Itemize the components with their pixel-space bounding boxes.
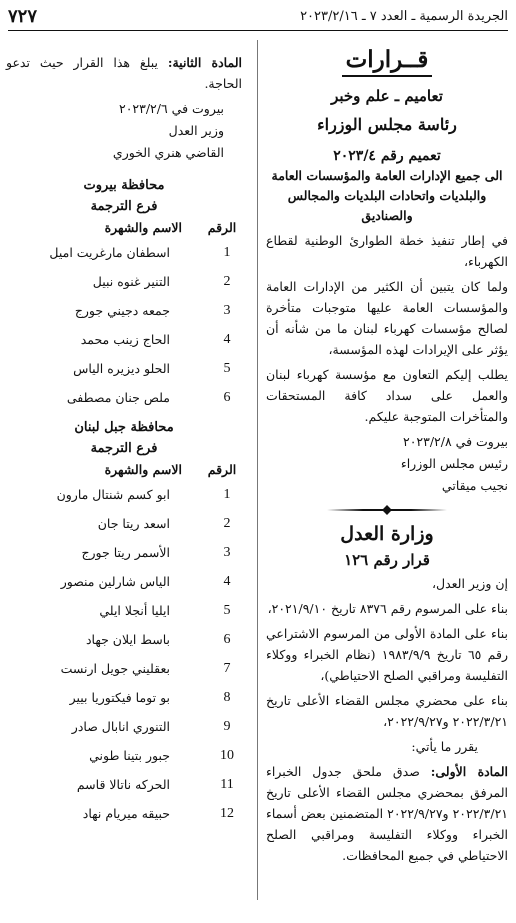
row-no: 10	[220, 748, 234, 763]
decision-intro: إن وزير العدل،	[431, 576, 508, 591]
row-name: الحركه ناتالا قاسم	[76, 777, 170, 792]
row-no: 2	[223, 516, 231, 531]
col-name-header: الاسم والشهرة	[104, 462, 182, 477]
decision-number: قرار رقم ١٢٦	[344, 551, 430, 569]
decision-basis: بناء على المرسوم رقم ٨٣٧٦ تاريخ ٢٠٢١/٩/١٠،	[267, 601, 508, 616]
circular-number: تعميم رقم ٢٠٢٣/٤	[333, 148, 441, 164]
table-row	[6, 598, 242, 627]
article-two	[6, 52, 242, 94]
col-no-header: الرقم	[207, 220, 237, 235]
table-row	[6, 482, 242, 511]
table-row	[6, 685, 242, 714]
table-row	[6, 356, 242, 385]
row-no: 3	[223, 303, 231, 318]
row-name: التنير غنوه نبيل	[92, 274, 170, 289]
row-name: جبور بتينا طوني	[89, 748, 170, 763]
table-row	[6, 385, 242, 414]
circular-addressees	[266, 166, 508, 226]
addressee-line: الى جميع الإدارات العامة والمؤسسات العامة	[271, 168, 503, 183]
decision-signer-title: وزير العدل	[168, 123, 224, 138]
section-subtitle: تعاميم ـ علم وخبر	[331, 87, 443, 105]
table-row	[6, 656, 242, 685]
col-no-header: الرقم	[207, 462, 237, 477]
row-no: 6	[223, 390, 231, 405]
title-underline	[342, 75, 432, 77]
row-no: 12	[220, 806, 234, 821]
row-no: 11	[220, 777, 234, 792]
decision-date: بيروت في ٢٠٢٣/٢/٦	[118, 101, 224, 116]
row-name: بو توما فيكتوريا بيير	[69, 690, 170, 705]
ministry-title: وزارة العدل	[340, 523, 434, 545]
governorate-title: محافظة جبل لبنان	[74, 420, 174, 435]
section-divider	[327, 505, 447, 515]
table-row	[6, 540, 242, 569]
row-name: الحلو ديزيره الياس	[73, 361, 170, 376]
decision-signer-name: القاضي هنري الخوري	[112, 145, 224, 160]
table-row	[6, 801, 242, 830]
article-two-text: يبلغ هذا القرار حيث تدعو الحاجة.	[6, 55, 242, 91]
row-name: جمعه دجيني جورج	[74, 303, 170, 318]
row-name: الياس شارلين منصور	[60, 574, 170, 589]
page-number: ٧٢٧	[8, 6, 38, 27]
table-row	[6, 511, 242, 540]
row-no: 1	[223, 245, 231, 260]
table-row	[6, 772, 242, 801]
page-header	[8, 6, 508, 31]
row-name: التنوري انابال صادر	[71, 719, 170, 734]
column-divider	[257, 40, 258, 900]
col-name-header: الاسم والشهرة	[104, 220, 182, 235]
row-no: 7	[223, 661, 231, 676]
row-no: 5	[223, 603, 231, 618]
row-name: اسعد ريتا جان	[97, 516, 170, 531]
department-title: رئاسة مجلس الوزراء	[317, 115, 457, 134]
row-no: 9	[223, 719, 231, 734]
row-no: 2	[223, 274, 231, 289]
row-no: 5	[223, 361, 231, 376]
circular-paragraph: ولما كان يتبين أن الكثير من الإدارات العامة والمؤسسات العامة عليها متوجبات متأخرة لصالح مؤسسات كهرباء لبنان ما من شأنه أن يؤثر على الإيرادات لهذه المؤسسة،	[266, 279, 508, 357]
table-row	[6, 298, 242, 327]
decides-line: يقرر ما يأتي:	[411, 739, 478, 754]
article-one-label: المادة الأولى:	[430, 764, 508, 779]
circular-signer-title: رئيس مجلس الوزراء	[400, 456, 508, 471]
row-name: ايليا أنجلا ايلي	[99, 603, 170, 618]
row-name: باسط ايلان جهاد	[85, 632, 170, 647]
table-row	[6, 714, 242, 743]
table-row	[6, 327, 242, 356]
row-name: ابو كسم شنتال مارون	[56, 487, 170, 502]
right-column	[266, 40, 508, 866]
row-no: 4	[223, 332, 231, 347]
section-title: قــرارات	[345, 46, 429, 73]
table-row	[6, 743, 242, 772]
table-row	[6, 269, 242, 298]
row-name: اسطفان مارغريت اميل	[49, 245, 170, 260]
row-name: الأسمر ريتا جورج	[81, 545, 170, 560]
decision-basis: بناء على محضري مجلس القضاء الأعلى تاريخ ٢٠٢٢/٣/٢١ و٢٠٢٢/٩/٢٧،	[266, 693, 508, 729]
row-no: 4	[223, 574, 231, 589]
decision-basis: بناء على المادة الأولى من المرسوم الاشتراعي رقم ٦٥ تاريخ ١٩٨٣/٩/٩ (نظام الخبراء ووكلاء التفليسة ومراقبي الصلح الاحتياطي)،	[266, 626, 508, 683]
row-name: حبيقه ميريام نهاد	[82, 806, 170, 821]
circular-paragraph: في إطار تنفيذ خطة الطوارئ الوطنية لقطاع الكهرباء،	[266, 233, 508, 269]
row-name: بعقليني جويل ارنست	[60, 661, 170, 676]
row-name: الحاج زينب محمد	[80, 332, 170, 347]
circular-paragraph: يطلب إليكم التعاون مع مؤسسة كهرباء لبنان والعمل على سداد كافة المستحقات والمتأخرات المتوجبة عليكم.	[266, 367, 508, 424]
article-two-label: المادة الثانية:	[167, 55, 242, 70]
table-header	[6, 220, 242, 240]
addressee-line: والصناديق	[361, 208, 413, 223]
circular-date: بيروت في ٢٠٢٣/٢/٨	[402, 434, 508, 449]
row-no: 8	[223, 690, 231, 705]
table-row	[6, 240, 242, 269]
table-header	[6, 462, 242, 482]
row-no: 1	[223, 487, 231, 502]
left-column	[6, 48, 242, 830]
row-no: 6	[223, 632, 231, 647]
article-one-text: صدق ملحق جدول الخبراء المرفق بمحضري مجلس القضاء الأعلى تاريخ ٢٠٢٢/٣/٢١ و٢٠٢٢/٩/٢٧ المتضمنين بعض أسماء الخبراء ووكلاء التفليسة ومراقبي الصلح الاحتياطي في جميع المحافظات.	[266, 764, 508, 863]
gazette-issue-line: الجريدة الرسمية ـ العدد ٧ ـ ٢٠٢٣/٢/١٦	[300, 9, 508, 24]
table-row	[6, 627, 242, 656]
table-row	[6, 569, 242, 598]
article-one	[266, 761, 508, 866]
decision-signature	[6, 98, 242, 164]
row-no: 3	[223, 545, 231, 560]
addressee-line: والبلديات واتحادات البلديات والمجالس	[287, 188, 487, 203]
circular-signature	[266, 431, 508, 497]
branch-title: فرع الترجمة	[90, 441, 158, 456]
branch-title: فرع الترجمة	[90, 199, 158, 214]
circular-signer-name: نجيب ميقاتي	[441, 478, 508, 493]
governorate-title: محافظة بيروت	[83, 178, 165, 193]
row-name: ملص جنان مصطفى	[66, 390, 170, 405]
